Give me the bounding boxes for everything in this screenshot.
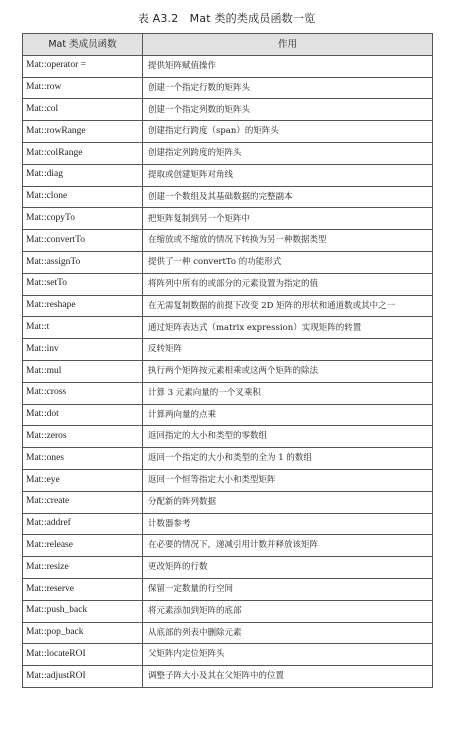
function-description-cell: 计数器参考 — [143, 513, 433, 535]
function-description-cell: 将阵列中所有的或部分的元素设置为指定的值 — [143, 273, 433, 295]
function-name-cell: Mat::t — [23, 317, 143, 339]
table-row — [23, 404, 433, 426]
table-header-row — [23, 34, 433, 56]
table-body — [23, 55, 433, 687]
table-row — [23, 535, 433, 557]
function-description-cell: 在无需复制数据的前提下改变 2D 矩阵的形状和通道数或其中之一 — [143, 295, 433, 317]
function-name-cell: Mat::colRange — [23, 142, 143, 164]
function-description-cell: 在缩放或不缩放的情况下转换为另一种数据类型 — [143, 230, 433, 252]
function-name-cell: Mat::row — [23, 77, 143, 99]
table-row — [23, 142, 433, 164]
function-description-cell: 执行两个矩阵按元素相乘或这两个矩阵的除法 — [143, 360, 433, 382]
table-row — [23, 491, 433, 513]
function-name-cell: Mat::cross — [23, 382, 143, 404]
table-row — [23, 55, 433, 77]
function-description-cell: 计算两向量的点乘 — [143, 404, 433, 426]
table-row — [23, 339, 433, 361]
function-description-cell: 创建指定行跨度（span）的矩阵头 — [143, 121, 433, 143]
function-description-cell: 创建指定列跨度的矩阵头 — [143, 142, 433, 164]
function-description-cell: 返回指定的大小和类型的零数组 — [143, 426, 433, 448]
function-name-cell: Mat::resize — [23, 557, 143, 579]
table-row — [23, 186, 433, 208]
function-description-cell: 通过矩阵表达式（matrix expression）实现矩阵的转置 — [143, 317, 433, 339]
table-row — [23, 513, 433, 535]
function-name-cell: Mat::setTo — [23, 273, 143, 295]
table-row — [23, 164, 433, 186]
function-name-cell: Mat::pop_back — [23, 622, 143, 644]
table-row — [23, 426, 433, 448]
function-description-cell: 提供了一种 convertTo 的功能形式 — [143, 251, 433, 273]
function-name-cell: Mat::release — [23, 535, 143, 557]
function-name-cell: Mat::locateROI — [23, 644, 143, 666]
table-row — [23, 208, 433, 230]
function-name-cell: Mat::reserve — [23, 578, 143, 600]
function-description-cell: 将元素添加到矩阵的底部 — [143, 600, 433, 622]
function-description-cell: 从底部的列表中删除元素 — [143, 622, 433, 644]
table-row — [23, 600, 433, 622]
function-name-cell: Mat::rowRange — [23, 121, 143, 143]
function-description-cell: 创建一个数组及其基础数据的完整副本 — [143, 186, 433, 208]
function-description-cell: 创建一个指定列数的矩阵头 — [143, 99, 433, 121]
table-row — [23, 121, 433, 143]
function-description-cell: 父矩阵内定位矩阵头 — [143, 644, 433, 666]
table-row — [23, 666, 433, 688]
function-name-cell: Mat::convertTo — [23, 230, 143, 252]
function-name-cell: Mat::col — [23, 99, 143, 121]
table-row — [23, 644, 433, 666]
table-caption: 表 A3.2 Mat 类的类成员函数一览 — [137, 12, 316, 25]
table-row — [23, 382, 433, 404]
table-row — [23, 295, 433, 317]
function-name-cell: Mat::ones — [23, 448, 143, 470]
function-name-cell: Mat::create — [23, 491, 143, 513]
function-name-cell: Mat::dot — [23, 404, 143, 426]
function-description-cell: 更改矩阵的行数 — [143, 557, 433, 579]
mat-member-functions-table — [22, 33, 433, 688]
table-row — [23, 317, 433, 339]
function-description-cell: 分配新的阵列数据 — [143, 491, 433, 513]
table-row — [23, 448, 433, 470]
table-row — [23, 230, 433, 252]
function-name-cell: Mat::zeros — [23, 426, 143, 448]
function-description-cell: 计算 3 元素向量的一个叉乘积 — [143, 382, 433, 404]
function-description-cell: 提取或创建矩阵对角线 — [143, 164, 433, 186]
function-description-cell: 创建一个指定行数的矩阵头 — [143, 77, 433, 99]
function-description-cell: 保留一定数量的行空间 — [143, 578, 433, 600]
function-name-cell: Mat::diag — [23, 164, 143, 186]
function-name-cell: Mat::adjustROI — [23, 666, 143, 688]
header-purpose: 作用 — [143, 34, 433, 56]
table-row — [23, 273, 433, 295]
function-name-cell: Mat::mul — [23, 360, 143, 382]
function-description-cell: 在必要的情况下，递减引用计数并释放该矩阵 — [143, 535, 433, 557]
function-name-cell: Mat::operator = — [23, 55, 143, 77]
function-description-cell: 提供矩阵赋值操作 — [143, 55, 433, 77]
function-description-cell: 把矩阵复制到另一个矩阵中 — [143, 208, 433, 230]
table-row — [23, 469, 433, 491]
function-name-cell: Mat::eye — [23, 469, 143, 491]
table-row — [23, 360, 433, 382]
function-name-cell: Mat::assignTo — [23, 251, 143, 273]
function-description-cell: 调整子阵大小及其在父矩阵中的位置 — [143, 666, 433, 688]
function-name-cell: Mat::reshape — [23, 295, 143, 317]
function-name-cell: Mat::clone — [23, 186, 143, 208]
function-name-cell: Mat::push_back — [23, 600, 143, 622]
table-row — [23, 251, 433, 273]
function-name-cell: Mat::addref — [23, 513, 143, 535]
function-description-cell: 返回一个指定的大小和类型的全为 1 的数组 — [143, 448, 433, 470]
table-row — [23, 77, 433, 99]
table-row — [23, 622, 433, 644]
function-name-cell: Mat::copyTo — [23, 208, 143, 230]
header-function: Mat 类成员函数 — [23, 34, 143, 56]
table-row — [23, 99, 433, 121]
function-name-cell: Mat::inv — [23, 339, 143, 361]
function-description-cell: 返回一个恒等指定大小和类型矩阵 — [143, 469, 433, 491]
table-row — [23, 557, 433, 579]
function-description-cell: 反转矩阵 — [143, 339, 433, 361]
table-row — [23, 578, 433, 600]
